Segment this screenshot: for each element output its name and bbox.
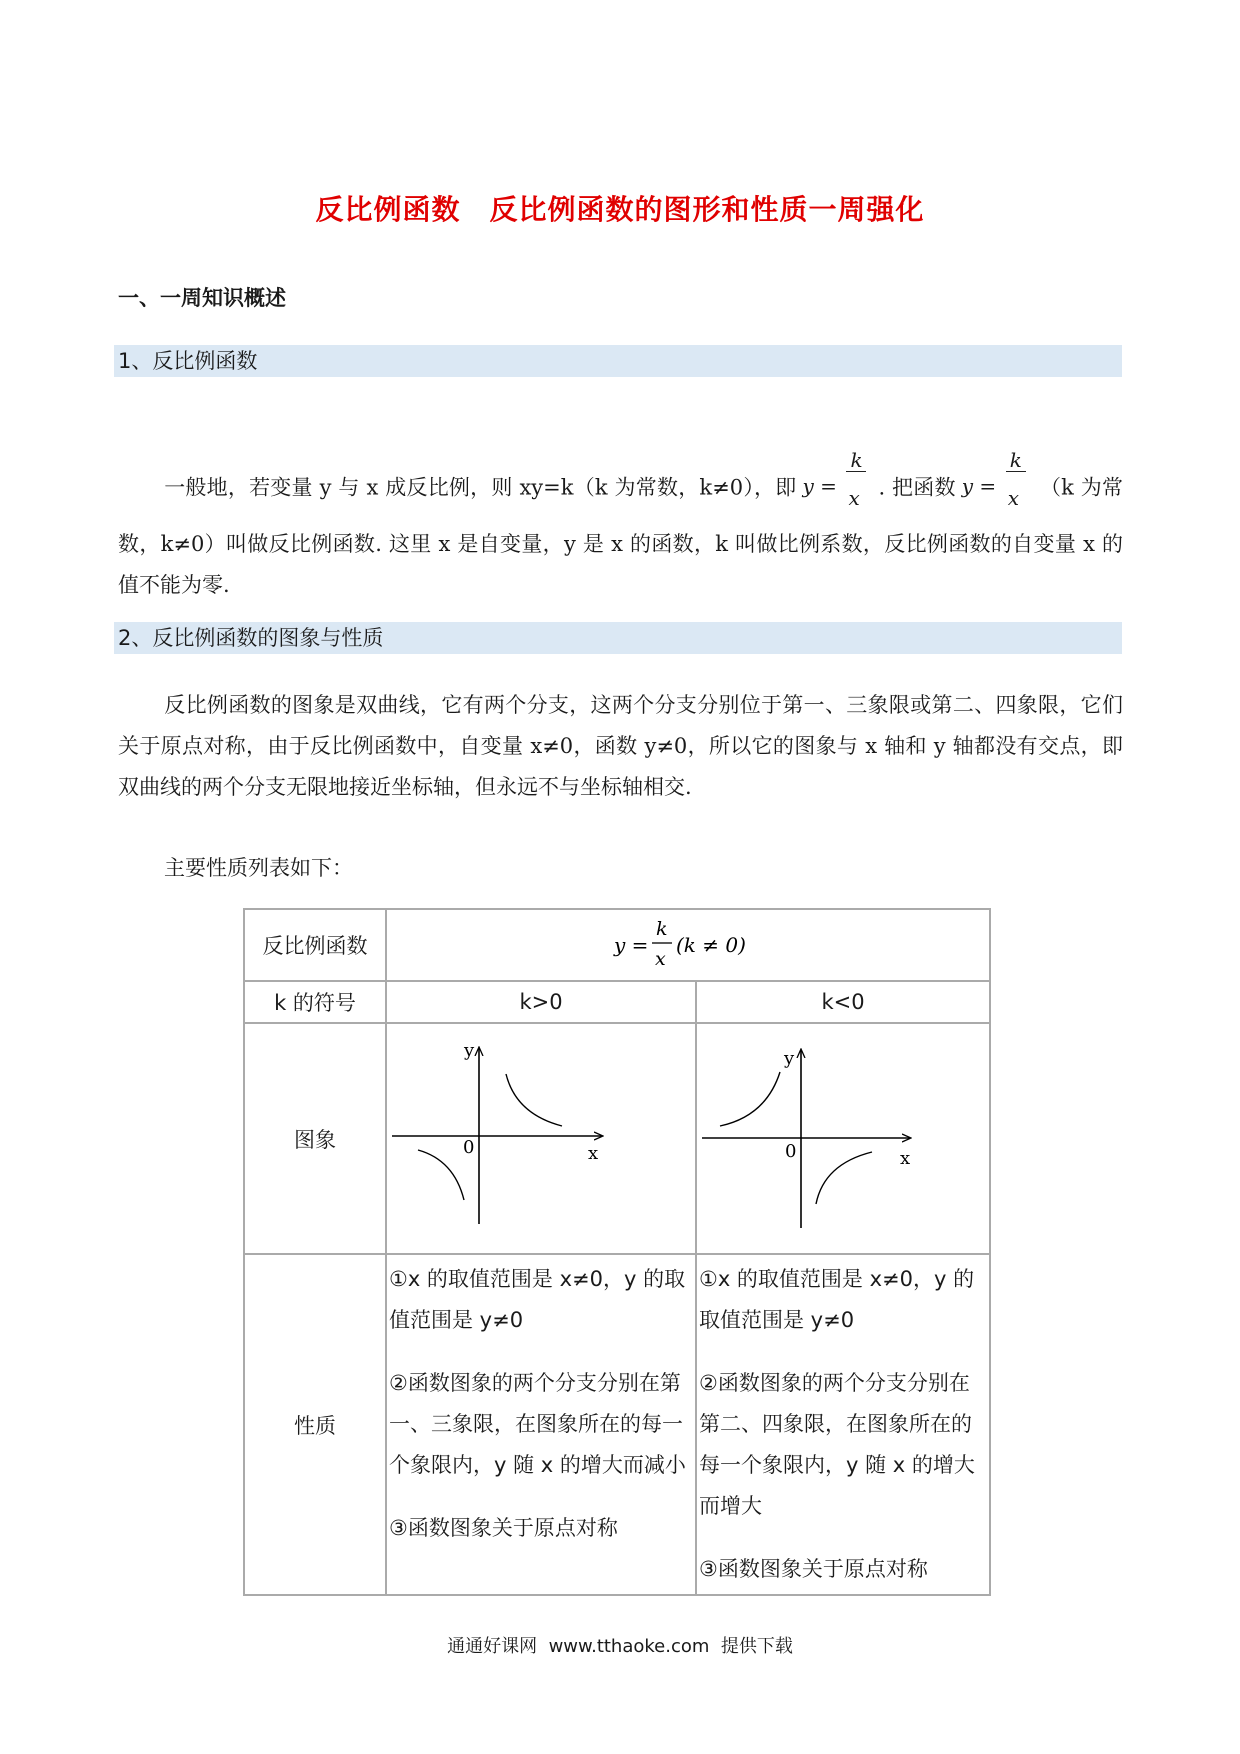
definition-text-a: 一般地，若变量 y 与 x 成反比例，则 xy=k（k 为常数，k≠0），即: [164, 475, 797, 500]
table-row: [244, 1023, 990, 1254]
graph-k-negative-cell: [696, 1023, 990, 1254]
header-k-negative: k<0: [696, 981, 990, 1023]
svg-text:x: x: [588, 1143, 599, 1164]
properties-k-positive: [386, 1254, 696, 1595]
header-k-positive: k>0: [386, 981, 696, 1023]
svg-text:(k ≠ 0): (k ≠ 0): [676, 932, 746, 957]
property-item: ③函数图象关于原点对称: [389, 1516, 618, 1540]
property-item: ②函数图象的两个分支分别在第二、四象限，在图象所在的每一个象限内，y 随 x 的增大而增大: [699, 1371, 975, 1518]
table-row: [244, 1254, 990, 1595]
subsection-heading-1: 1、反比例函数: [114, 345, 1122, 377]
svg-text:x: x: [655, 947, 666, 970]
section-heading: 一、一周知识概述: [118, 286, 286, 310]
property-item: ①x 的取值范围是 x≠0，y 的取值范围是 y≠0: [699, 1267, 975, 1332]
row-label-graph: 图象: [244, 1023, 386, 1254]
svg-text:0: 0: [785, 1141, 797, 1162]
property-item: ③函数图象关于原点对称: [699, 1557, 928, 1581]
subsection-heading-2: 2、反比例函数的图象与性质: [114, 622, 1122, 654]
row-label-function: 反比例函数: [244, 909, 386, 981]
graph-properties-text: 反比例函数的图象是双曲线，它有两个分支，这两个分支分别位于第一、三象限或第二、四象限，它们关于原点对称，由于反比例函数中，自变量 x≠0，函数 y≠0，所以它的图象与 x 轴和 y 轴都没有交点，即双曲线的两个分支无限地接近坐标轴，但永远不与坐标轴相交.: [118, 693, 1123, 799]
inline-formula-1: y = k x: [802, 436, 872, 506]
definition-text-c: （k 为常数，k≠0）叫做反比例函数. 这里 x 是自变量，y 是 x 的函数，k 叫做比例系数，反比例函数的自变量 x 的值不能为零.: [118, 475, 1123, 597]
property-item: ①x 的取值范围是 x≠0，y 的取值范围是 y≠0: [389, 1267, 686, 1332]
svg-text:y =: y =: [614, 932, 649, 957]
inline-formula-2: y = k x: [962, 436, 1034, 506]
svg-text:y: y: [464, 1040, 475, 1061]
function-formula-cell: [386, 909, 990, 981]
row-label-properties: 性质: [244, 1254, 386, 1595]
hyperbola-graph-k-positive: [388, 1024, 694, 1248]
row-label-k-sign: k 的符号: [244, 981, 386, 1023]
svg-text:k: k: [656, 917, 668, 940]
svg-text:x: x: [900, 1148, 911, 1169]
hyperbola-graph-k-negative: [698, 1024, 988, 1248]
property-item: ②函数图象的两个分支分别在第一、三象限，在图象所在的每一个象限内，y 随 x 的增大而减小: [389, 1371, 686, 1477]
paragraph-definition: [118, 448, 1123, 606]
table-row: [244, 909, 990, 981]
properties-k-negative: [696, 1254, 990, 1595]
properties-table: [243, 908, 991, 1596]
definition-text-b: . 把函数: [878, 475, 956, 500]
page-footer: 通通好课网 www.tthaoke.com 提供下载: [447, 1636, 793, 1657]
graph-k-positive-cell: [386, 1023, 696, 1254]
table-row: [244, 981, 990, 1023]
svg-text:y: y: [784, 1048, 795, 1069]
function-formula: [608, 911, 768, 975]
document-title: 反比例函数 反比例函数的图形和性质一周强化: [315, 193, 925, 226]
table-intro: 主要性质列表如下：: [164, 856, 353, 880]
svg-text:0: 0: [463, 1137, 475, 1158]
paragraph-graph-properties: [118, 685, 1123, 808]
